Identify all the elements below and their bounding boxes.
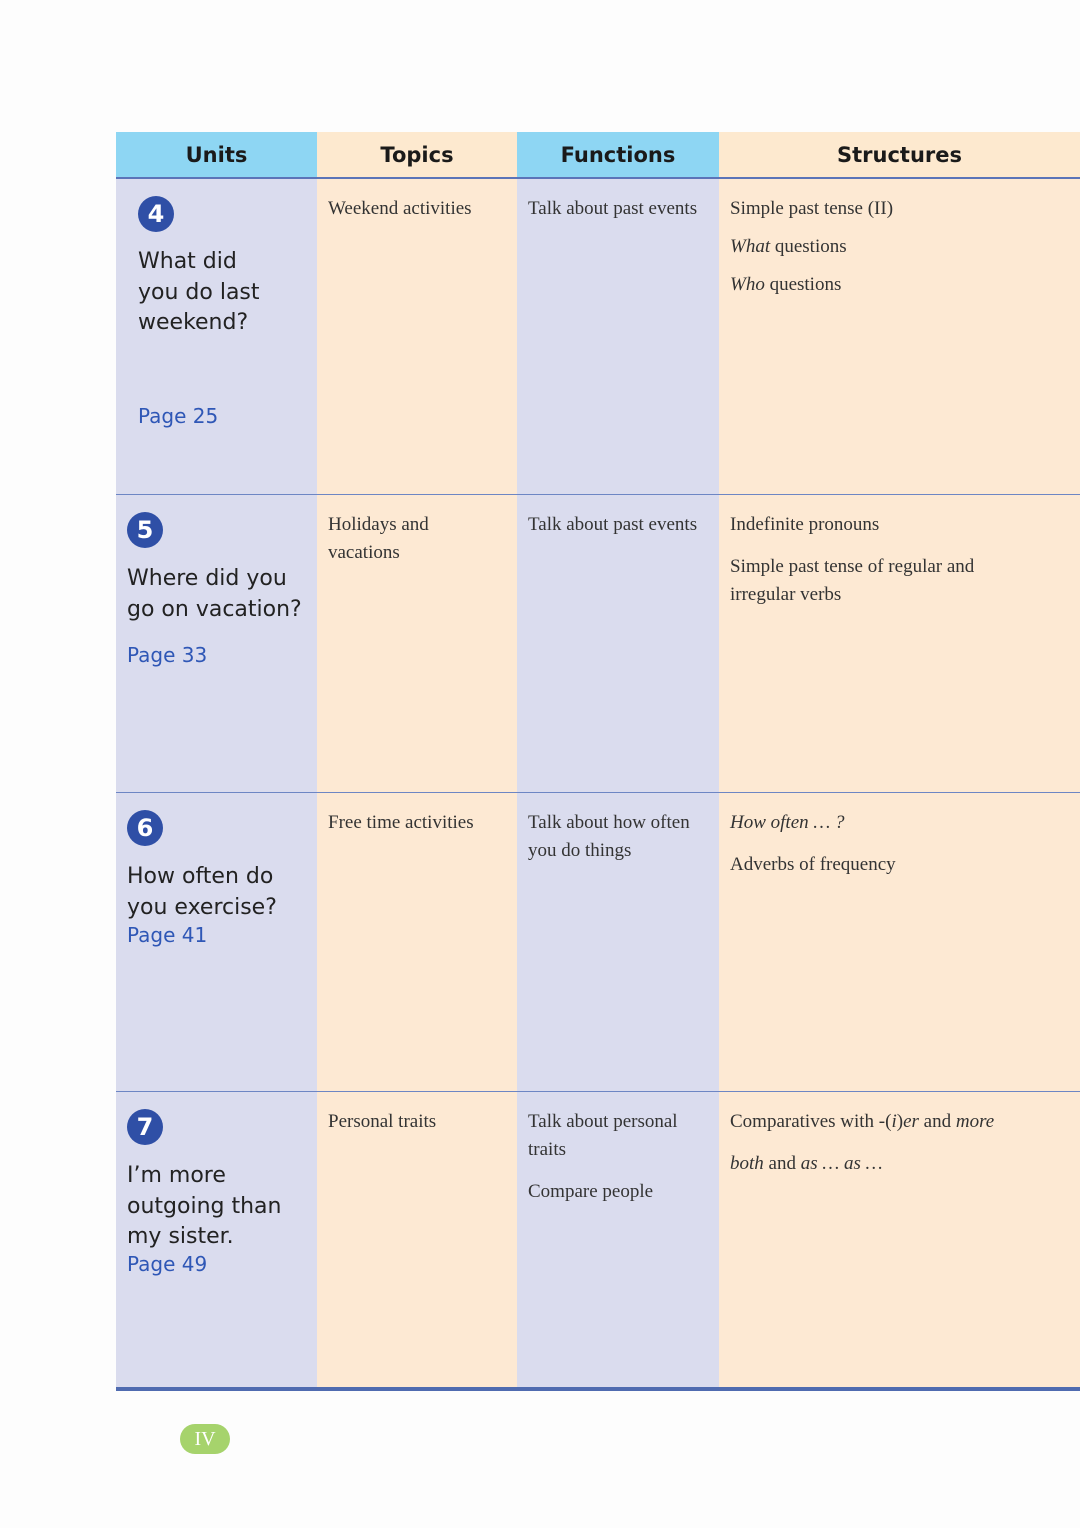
unit-page-link[interactable]: Page 49 [127, 1252, 208, 1276]
function-text: Talk about past events [528, 198, 698, 219]
topics-cell-7 [317, 1092, 517, 1391]
unit-page-link[interactable]: Page 25 [138, 404, 219, 428]
unit-cell-5 [116, 495, 317, 793]
unit-title [127, 564, 302, 625]
unit-title-line: weekend? [138, 310, 249, 335]
topic-text: Holidays and vacations [328, 514, 429, 563]
unit-cell-6 [116, 793, 317, 1092]
topic-text: Weekend activities [328, 198, 472, 219]
structures-cell-6 [719, 793, 1080, 1092]
structure-text: Simple past tense of regular and irregular verbs [730, 556, 975, 605]
function-text: Talk about personal traits [528, 1111, 678, 1160]
unit-title-line: I’m more [127, 1163, 226, 1188]
unit-page-link[interactable]: Page 33 [127, 643, 208, 667]
unit-title-line: you do last [138, 279, 260, 305]
structure-text: Who questions [730, 274, 842, 295]
unit-title-line: my sister. [127, 1224, 234, 1249]
structures-cell-4 [719, 179, 1080, 495]
function-text: Compare people [528, 1181, 654, 1202]
unit-cell-4 [116, 179, 317, 495]
topic-text: Personal traits [328, 1111, 437, 1132]
unit-title-line: Where did you [127, 566, 287, 591]
functions-cell-5 [517, 495, 719, 793]
header-structures: Structures [719, 132, 1080, 179]
unit-number-badge: 7 [127, 1109, 163, 1145]
syllabus-table [116, 132, 1080, 1391]
function-text: Talk about how often you do things [528, 812, 690, 861]
structure-text: both and as … as … [730, 1153, 883, 1174]
structure-text: What questions [730, 236, 847, 257]
unit-title-line: How often do [127, 864, 274, 889]
structures-cell-7 [719, 1092, 1080, 1391]
page-number-badge: IV [180, 1424, 230, 1454]
unit-title [127, 1161, 281, 1253]
unit-number-badge: 4 [138, 196, 174, 232]
header-topics: Topics [317, 132, 517, 179]
unit-title-line: go on vacation? [127, 596, 302, 622]
structure-text: Comparatives with -(i)er and more [730, 1111, 995, 1132]
unit-title-line: What did [138, 249, 237, 274]
functions-cell-7 [517, 1092, 719, 1391]
unit-title [127, 862, 277, 923]
unit-title-line: outgoing than [127, 1193, 282, 1219]
structure-text: Adverbs of frequency [730, 854, 896, 875]
function-text: Talk about past events [528, 514, 698, 535]
unit-title-line: you exercise? [127, 894, 277, 920]
unit-title [138, 247, 260, 339]
functions-cell-6 [517, 793, 719, 1092]
structures-cell-5 [719, 495, 1080, 793]
unit-cell-7 [116, 1092, 317, 1391]
topics-cell-4 [317, 179, 517, 495]
header-units: Units [116, 132, 317, 179]
topics-cell-5 [317, 495, 517, 793]
functions-cell-4 [517, 179, 719, 495]
structure-text: How often … ? [730, 812, 845, 833]
header-functions: Functions [517, 132, 719, 179]
topics-cell-6 [317, 793, 517, 1092]
unit-number-badge: 6 [127, 810, 163, 846]
unit-page-link[interactable]: Page 41 [127, 923, 208, 947]
structure-text: Simple past tense (II) [730, 198, 894, 219]
unit-number-badge: 5 [127, 512, 163, 548]
structure-text: Indefinite pronouns [730, 514, 880, 535]
topic-text: Free time activities [328, 812, 474, 833]
